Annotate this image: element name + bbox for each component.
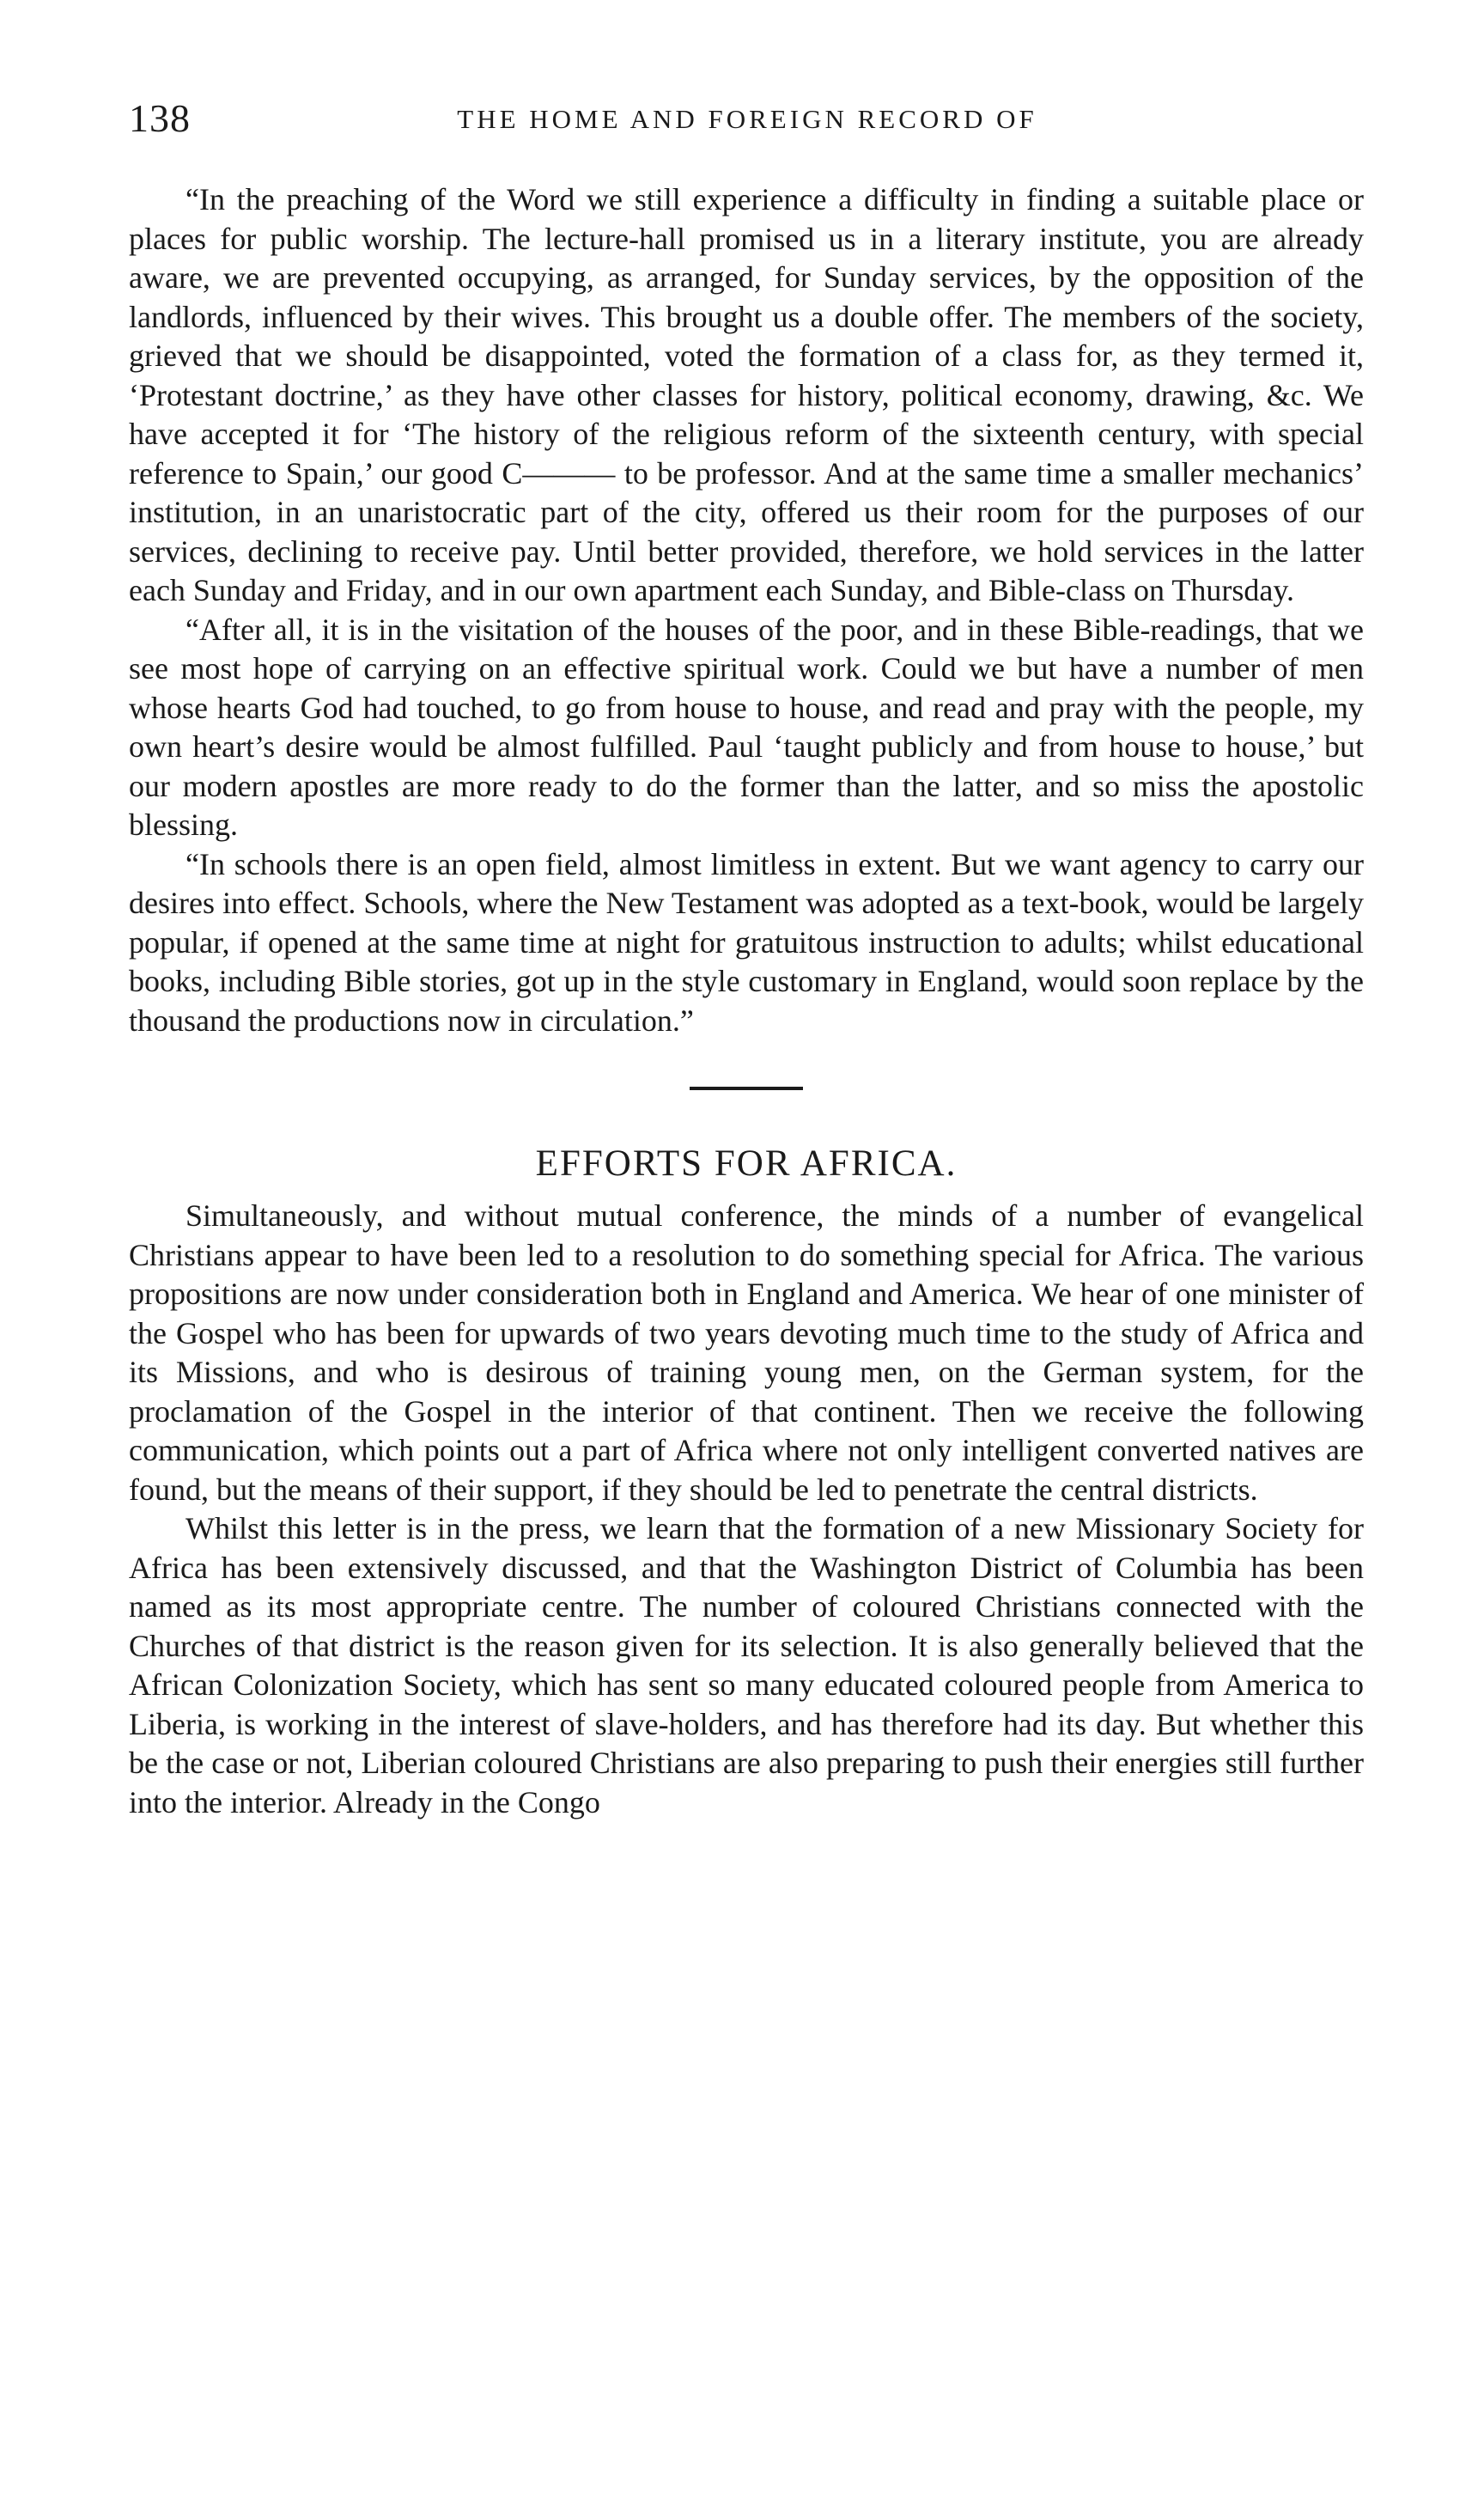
section-divider-rule xyxy=(690,1087,803,1090)
section-paragraph-1: Simultaneously, and without mutual conference, the minds of a number of evangelical Christians appear to have been led to a resolution to do something special for Africa. The various propositions are now under consideration both in England and America. We hear of one minister of the Gospel who has been for upwards of two years devoting much time to the study of Africa and its Missions, and who is desirous of training young men, on the German system, for the proclamation of the Gospel in the interior of that continent. Then we receive the following communication, which points out a part of Africa where not only intelligent converted natives are found, but the means of their support, if they should be led to penetrate the central districts. xyxy=(129,1198,1364,1507)
running-head xyxy=(129,93,1365,144)
quoted-letter xyxy=(129,180,1364,1040)
page-number: 138 xyxy=(129,96,191,140)
section-paragraph-2: Whilst this letter is in the press, we learn that the formation of a new Missionary Society for Africa has been extensively discussed, and that the Washington District of Columbia has been named as its most appropriate centre. The number of coloured Christians connected with the Churches of that district is the reason given for its selection. It is also generally believed that the African Colonization Society, which has sent so many educated coloured people from America to Liberia, is working in the interest of slave-holders, and has therefore had its day. But whether this be the case or not, Liberian coloured Christians are also preparing to push their energies still further into the interior. Already in the Congo xyxy=(129,1511,1364,1819)
text-column xyxy=(129,180,1364,1822)
section-title: EFFORTS FOR AFRICA. xyxy=(535,1143,958,1184)
letter-paragraph-3: “In schools there is an open field, almost limitless in extent. But we want agency to carry our desires into effect. Schools, where the New Testament was adopted as a text-book, would be largely popular, if opened at the same time at night for gratuitous instruction to adults; whilst educational books, including Bible stories, got up in the style customary in England, would soon replace by the thousand the productions now in circulation.” xyxy=(129,846,1364,1038)
section-body xyxy=(129,1197,1364,1822)
letter-paragraph-1: “In the preaching of the Word we still experience a difficulty in finding a suitable place or places for public worship. The lecture-hall promised us in a literary institute, you are already aware, we are prevented occupying, as arranged, for Sunday services, by the opposition of the landlords, influenced by their wives. This brought us a double offer. The members of the society, grieved that we should be disappointed, voted the formation of a class for, as they termed it, ‘Protestant doctrine,’ as they have other classes for history, political economy, drawing, &c. We have accepted it for ‘The history of the religious reform of the sixteenth century, with special reference to Spain,’ our good C——— to be professor. And at the same time a smaller mechanics’ institution, in an unaristocratic part of the city, offered us their room for the purposes of our services, declining to receive pay. Until better provided, therefore, we hold services in the latter each Sunday and Friday, and in our own apartment each Sunday, and Bible-class on Thursday. xyxy=(129,182,1364,607)
letter-paragraph-2: “After all, it is in the visitation of the houses of the poor, and in these Bible-readings, that we see most hope of carrying on an effective spiritual work. Could we but have a number of men whose hearts God had touched, to go from house to house, and read and pray with the people, my own heart’s desire would be almost fulfilled. Paul ‘taught publicly and from house to house,’ but our modern apostles are more ready to do the former than the latter, and so miss the apostolic blessing. xyxy=(129,612,1364,842)
running-title: THE HOME AND FOREIGN RECORD OF xyxy=(457,104,1037,134)
